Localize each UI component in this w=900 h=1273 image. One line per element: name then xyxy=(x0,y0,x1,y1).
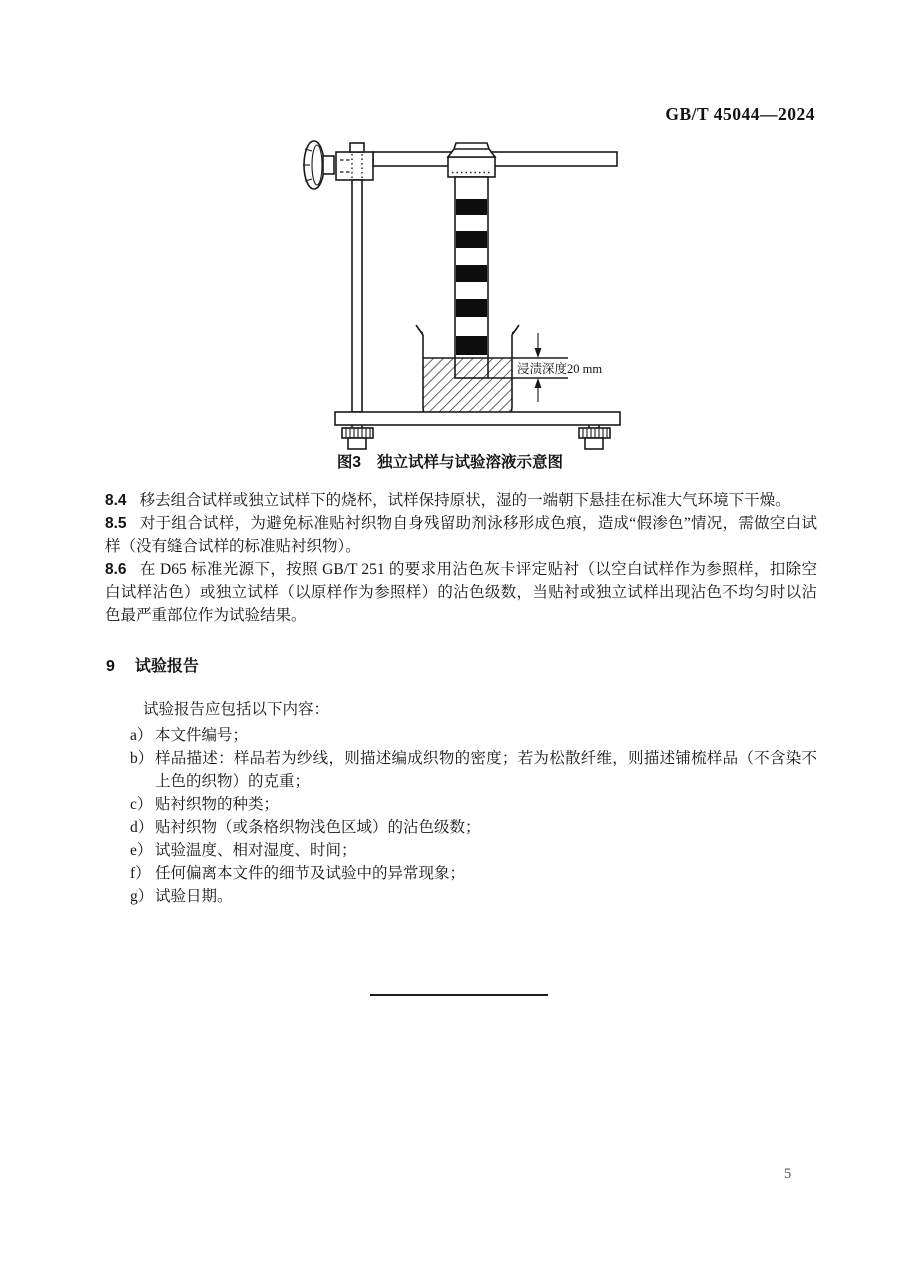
section-title: 试验报告 xyxy=(134,658,199,675)
item-text: 样品描述：样品若为纱线，则描述编成织物的密度；若为松散纤维，则描述铺梳样品（不含染不上色的织物）的克重； xyxy=(155,750,817,790)
item-label: a） xyxy=(130,727,153,744)
specimen-strip xyxy=(455,177,488,378)
item-text: 贴衬织物的种类； xyxy=(155,796,280,813)
list-item xyxy=(130,862,817,885)
clause-8-5 xyxy=(105,512,817,558)
clause-8-6 xyxy=(105,558,817,627)
list-item xyxy=(130,747,817,793)
standard-code: GB/T 45044—2024 xyxy=(665,104,815,124)
figure-3-diagram xyxy=(290,135,630,450)
clause-text: 对于组合试样，为避免标准贴衬织物自身残留助剂泳移形成色痕，造成“假渗色”情况，需做空白试样（没有缝合试样的标准贴衬织物）。 xyxy=(105,515,817,555)
clause-8-4 xyxy=(105,489,817,512)
item-text: 试验温度、相对湿度、时间； xyxy=(155,842,357,859)
stand-base xyxy=(335,412,620,449)
report-items-list xyxy=(130,724,817,908)
item-label: f） xyxy=(130,865,151,882)
section-9-heading xyxy=(106,653,199,676)
clause-number: 8.6 xyxy=(105,561,127,578)
item-label: c） xyxy=(130,796,153,813)
clause-number: 8.4 xyxy=(105,492,127,509)
lab-stand-diagram xyxy=(290,135,630,450)
item-label: d） xyxy=(130,819,154,836)
list-item xyxy=(130,885,817,908)
clause-text: 移去组合试样或独立试样下的烧杯，试样保持原状，湿的一端朝下悬挂在标准大气环境下干燥。 xyxy=(139,492,791,509)
clauses-block xyxy=(105,489,817,627)
test-solution-liquid xyxy=(423,358,512,418)
clamp-knob-icon xyxy=(303,141,334,189)
list-item xyxy=(130,816,817,839)
figure-caption-label: 图3 xyxy=(336,454,362,471)
end-of-text-rule xyxy=(370,994,548,996)
item-label: e） xyxy=(130,842,153,859)
item-text: 贴衬织物（或条格织物浅色区域）的沾色级数； xyxy=(155,819,481,836)
item-label: b） xyxy=(130,750,154,767)
list-item xyxy=(130,724,817,747)
clause-number: 8.5 xyxy=(105,515,127,532)
item-text: 试验日期。 xyxy=(155,888,233,905)
figure-caption xyxy=(0,450,900,472)
clause-text: 在 D65 标准光源下，按照 GB/T 251 的要求用沾色灰卡评定贴衬（以空白试样作为参照样，扣除空白试样沾色）或独立试样（以原样作为参照样）的沾色级数，当贴衬或独立试样出现沾色不均匀时以沾色最严重部位作为试验结果。 xyxy=(105,561,817,624)
item-text: 本文件编号； xyxy=(155,727,249,744)
list-item xyxy=(130,839,817,862)
list-item xyxy=(130,793,817,816)
pole-clamp-block xyxy=(336,143,373,180)
section-number: 9 xyxy=(106,658,115,675)
page-number: 5 xyxy=(784,1166,792,1182)
depth-annotation: 浸渍深度20 mm xyxy=(517,362,603,376)
stand-pole xyxy=(352,180,362,412)
report-intro: 试验报告应包括以下内容： xyxy=(143,701,330,718)
item-text: 任何偏离本文件的细节及试验中的异常现象； xyxy=(155,865,466,882)
item-label: g） xyxy=(130,888,154,905)
figure-caption-title: 独立试样与试验溶液示意图 xyxy=(377,454,564,471)
specimen-clamp xyxy=(448,143,495,177)
